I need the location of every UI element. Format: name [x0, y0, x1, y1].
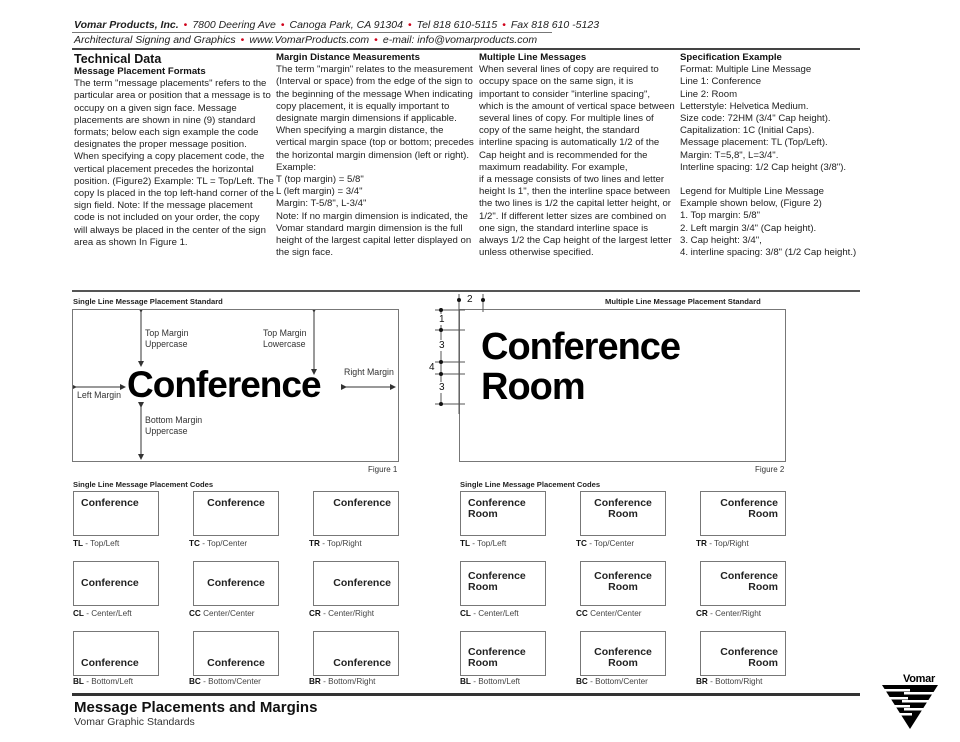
legend-line: Example shown below, (Figure 2) [680, 198, 822, 210]
placement-code-label [576, 677, 648, 686]
marker-3b: 3 [439, 382, 445, 393]
left-margin-label: Left Margin [77, 390, 122, 400]
placement-code-label [73, 609, 132, 618]
placement-message: Conference [333, 657, 391, 669]
placement-code: BL [73, 677, 84, 686]
message-line-1: Conference [468, 646, 526, 658]
placement-message: Conference [333, 497, 391, 509]
figure2-caption: Figure 2 [755, 465, 785, 474]
bullet-icon: • [407, 19, 412, 31]
spec-line: Message placement: TL (Top/Left). [680, 137, 828, 149]
placement-description: - Center/Left [83, 609, 132, 618]
placement-code-label [309, 677, 375, 686]
spec-line: Line 2: Room [680, 88, 738, 100]
margin-note: Note: If no margin dimension is indicated, the Vomar standard margin dimension is the full height of the largest capital letter displayed on the sign face. [276, 210, 472, 259]
single-codes-title: Single Line Message Placement Codes [73, 480, 214, 489]
figure1-title: Single Line Message Placement Standard [73, 297, 223, 306]
marker-2: 2 [467, 294, 473, 305]
placement-example-tl [460, 491, 546, 536]
message-line-2: Room [748, 657, 778, 669]
figure1-caption: Figure 1 [368, 465, 398, 474]
spec-line: Format: Multiple Line Message [680, 64, 812, 76]
margin-example-line: L (left margin) = 3/4" [276, 186, 363, 198]
placement-code-label [460, 677, 520, 686]
placement-description: - Bottom/Center [200, 677, 261, 686]
spec-line: Interline spacing: 1/2 Cap height (3/8"). [680, 161, 847, 173]
placement-code-label [460, 609, 519, 618]
placement-formats-heading: Message Placement Formats [74, 66, 206, 77]
footer-rule [72, 693, 860, 696]
label-line: Bottom Margin [145, 415, 203, 425]
bullet-icon: • [240, 34, 245, 46]
placement-description: - Top/Right [706, 539, 749, 548]
placement-example-cl [460, 561, 546, 606]
placement-message: Conference [333, 577, 391, 589]
placement-code: BR [696, 677, 708, 686]
placement-code: CC [576, 609, 588, 618]
placement-code: TL [460, 539, 471, 548]
label-line: Top Margin [263, 328, 307, 338]
placement-example-bc [193, 631, 279, 676]
placement-code-label [189, 677, 261, 686]
document-subtitle: Vomar Graphic Standards [74, 716, 195, 728]
placement-example-bl [460, 631, 546, 676]
placement-message [720, 647, 778, 669]
placement-code-label [189, 539, 247, 548]
placement-message [594, 498, 652, 520]
placement-code-label [576, 539, 634, 548]
message-line-1: Conference [720, 570, 778, 582]
bottom-margin-label [145, 415, 202, 436]
top-margin-lowercase-label [263, 328, 307, 349]
placement-message [594, 647, 652, 669]
vomar-logo [880, 673, 942, 731]
margin-column [276, 52, 474, 259]
placement-message [594, 571, 652, 593]
spec-line: Capitalization: 1C (Initial Caps). [680, 125, 815, 137]
header-rule [72, 48, 860, 50]
spec-heading: Specification Example [680, 52, 782, 63]
technical-data-column [74, 52, 274, 249]
legend-line: 2. Left margin 3/4" (Cap height). [680, 222, 817, 234]
placement-code-label [576, 609, 642, 618]
message-line-2: Room [468, 508, 498, 520]
placement-formats-body: The term "message placements" refers to the particular area or position that a message is to occupy on a given sign face. Message placements are shown in nine (9) standard formats; below each sign example the code designates the proper message position. When specifying a copy placement code, the vertical placement precedes the horizontal position. (Figure2) Example: TL = Top/Left. The copy Is placed in the top left-hand corner of the sign field. Note: If the message placement code is not included on your order, the copy will always be placed in the center of the sign area as shown In Figure 1. [74, 78, 274, 248]
multiple-line-column [479, 52, 675, 259]
message-line-1: Conference [720, 646, 778, 658]
spec-example-column [680, 52, 895, 259]
figure1-message: Conference [127, 364, 321, 405]
fax: Fax 818 610 -5123 [510, 19, 600, 31]
placement-example-tr [313, 491, 399, 536]
bullet-icon: • [502, 19, 506, 31]
legend-line: 3. Cap height: 3/4", [680, 234, 762, 246]
placement-example-tc [580, 491, 666, 536]
spec-line: Margin: T=5,8", L=3/4". [680, 149, 779, 161]
telephone: Tel 818 610-5115 [416, 19, 498, 31]
company-line [74, 19, 599, 31]
city: Canoga Park, CA 91304 [289, 19, 403, 31]
placement-message: Conference [207, 497, 265, 509]
figure2-line1: Conference [481, 326, 681, 368]
placement-code-label [696, 609, 761, 618]
placement-code: BC [576, 677, 588, 686]
placement-description: - Top/Left [470, 539, 507, 548]
placement-code: CR [309, 609, 321, 618]
message-line-2: Room [748, 581, 778, 593]
top-margin-uppercase-label [145, 328, 189, 349]
placement-example-tr [700, 491, 786, 536]
logo-text: Vomar [903, 673, 935, 685]
label-line: Lowercase [263, 338, 306, 349]
email-link[interactable]: e-mail: info@vomarproducts.com [382, 34, 538, 46]
placement-code-label [696, 539, 749, 548]
placement-description: - Bottom/Left [470, 677, 521, 686]
placement-example-bc [580, 631, 666, 676]
placement-example-cc [193, 561, 279, 606]
placement-code-label [460, 539, 506, 548]
margin-example-line: Margin: T-5/8", L-3/4" [276, 198, 367, 210]
spacer [680, 174, 895, 186]
placement-code: TC [189, 539, 200, 548]
spec-line: Line 1: Conference [680, 76, 762, 88]
placement-example-tl [73, 491, 159, 536]
placement-code-label [309, 609, 374, 618]
placement-code: CR [696, 609, 708, 618]
placement-example-cc [580, 561, 666, 606]
message-line-2: Room [608, 581, 638, 593]
placement-description: - Bottom/Left [83, 677, 134, 686]
bullet-icon: • [280, 19, 285, 31]
placement-example-cr [700, 561, 786, 606]
placement-example-br [313, 631, 399, 676]
margin-body: The term "margin" relates to the measurement (Interval or space) from the edge of the sign to the beginning of the message When indicating copy placement, it is equally important to designate margin dimensions if applicable. When specifying a margin distance, the vertical margin space (top or bottom; precedes the horizontal margin dimension (left or right). [276, 64, 474, 161]
multiple-line-body-2: if a message consists of two lines and letter height Is 1", then the interline space between the two lines is 1/2 the capital letter height, or 1/2". If different letter sizes are combined on one sign, the standard interline space is always 1/2 the Cap height of the largest letter unless otherwise specified. [479, 174, 672, 259]
message-line-1: Conference [468, 570, 526, 582]
placement-code: TR [309, 539, 320, 548]
marker-1: 1 [439, 314, 445, 325]
multiple-line-heading: Multiple Line Messages [479, 52, 587, 63]
placement-description: - Center/Right [707, 609, 762, 618]
legend-line: Legend for Multiple Line Message [680, 186, 824, 198]
placement-description: - Bottom/Center [587, 677, 648, 686]
placement-code: CC [189, 609, 201, 618]
margin-example-label: Example: [276, 161, 316, 173]
placement-code: TR [696, 539, 707, 548]
placement-example-tc [193, 491, 279, 536]
website-link[interactable]: www.VomarProducts.com [249, 34, 370, 46]
placement-code: BC [189, 677, 201, 686]
placement-description: - Bottom/Right [707, 677, 763, 686]
message-line-2: Room [468, 657, 498, 669]
placement-message: Conference [81, 497, 139, 509]
placement-description: - Center/Right [320, 609, 375, 618]
message-line-1: Conference [468, 497, 526, 509]
placement-message: Conference [207, 657, 265, 669]
label-line: Uppercase [145, 338, 188, 349]
placement-message: Conference [81, 657, 139, 669]
message-line-2: Room [608, 508, 638, 520]
address: 7800 Deering Ave [192, 19, 276, 31]
message-line-1: Conference [594, 570, 652, 582]
figure1-sign [72, 309, 399, 462]
placement-message [720, 498, 778, 520]
placement-code-label [73, 677, 133, 686]
placement-message: Conference [207, 577, 265, 589]
placement-message [468, 571, 526, 593]
multi-codes-title: Single Line Message Placement Codes [460, 480, 601, 489]
message-line-1: Conference [594, 646, 652, 658]
placement-description: - Top/Center [586, 539, 635, 548]
placement-code-label [73, 539, 119, 548]
company-name: Vomar Products, Inc. [74, 19, 179, 31]
marker-4: 4 [429, 362, 435, 373]
placement-code: TL [73, 539, 84, 548]
spec-line: Letterstyle: Helvetica Medium. [680, 100, 809, 112]
placement-description: - Top/Right [319, 539, 362, 548]
bullet-icon: • [183, 19, 188, 31]
placement-code-label [696, 677, 762, 686]
right-margin-label: Right Margin [344, 367, 394, 377]
message-line-2: Room [748, 508, 778, 520]
placement-description: Center/Center [587, 609, 642, 618]
bullet-icon: • [374, 34, 378, 46]
placement-code: BL [460, 677, 471, 686]
tagline: Architectural Signing and Graphics [74, 34, 236, 46]
placement-message [720, 571, 778, 593]
multiple-line-body: When several lines of copy are required to occupy space on the same sign, it is important to consider "interline spacing", which is the amount of vertical space between several lines of copy. For multiple lines of copy of the same height, the standard interline spacing is automatically 1/2 of the Cap height and is recommended for the maximum readability. For example, [479, 64, 675, 173]
spec-line: Size code: 72HM (3/4" Cap height). [680, 113, 831, 125]
placement-example-bl [73, 631, 159, 676]
placement-description: Center/Center [200, 609, 255, 618]
tagline-line [74, 34, 537, 46]
legend-line: 4. interline spacing: 3/8" (1/2 Cap height.) [680, 247, 857, 259]
margin-example-line: T (top margin) = 5/8" [276, 174, 364, 186]
placement-description: - Top/Left [83, 539, 120, 548]
technical-data-title: Technical Data [74, 52, 162, 66]
figure2-dimension-markers [425, 292, 495, 417]
placement-code: CL [73, 609, 84, 618]
margin-heading: Margin Distance Measurements [276, 52, 420, 63]
placement-example-cr [313, 561, 399, 606]
figure2-line2: Room [481, 366, 585, 408]
placement-code: TC [576, 539, 587, 548]
placement-message [468, 498, 526, 520]
placement-code-label [309, 539, 362, 548]
label-line: Uppercase [145, 425, 188, 436]
placement-code: CL [460, 609, 471, 618]
figure2-title: Multiple Line Message Placement Standard [605, 297, 761, 306]
document-title: Message Placements and Margins [74, 699, 318, 716]
message-line-2: Room [468, 581, 498, 593]
figure2-sign [459, 309, 786, 462]
placement-example-cl [73, 561, 159, 606]
placement-code: BR [309, 677, 321, 686]
message-line-1: Conference [720, 497, 778, 509]
message-line-2: Room [608, 657, 638, 669]
placement-example-br [700, 631, 786, 676]
legend-line: 1. Top margin: 5/8" [680, 210, 761, 222]
header-divider [72, 32, 552, 33]
marker-3: 3 [439, 340, 445, 351]
label-line: Top Margin [145, 328, 189, 338]
message-line-1: Conference [594, 497, 652, 509]
placement-message [468, 647, 526, 669]
placement-code-label [189, 609, 255, 618]
placement-description: - Center/Left [470, 609, 519, 618]
placement-description: - Top/Center [199, 539, 248, 548]
placement-message: Conference [81, 577, 139, 589]
placement-description: - Bottom/Right [320, 677, 376, 686]
